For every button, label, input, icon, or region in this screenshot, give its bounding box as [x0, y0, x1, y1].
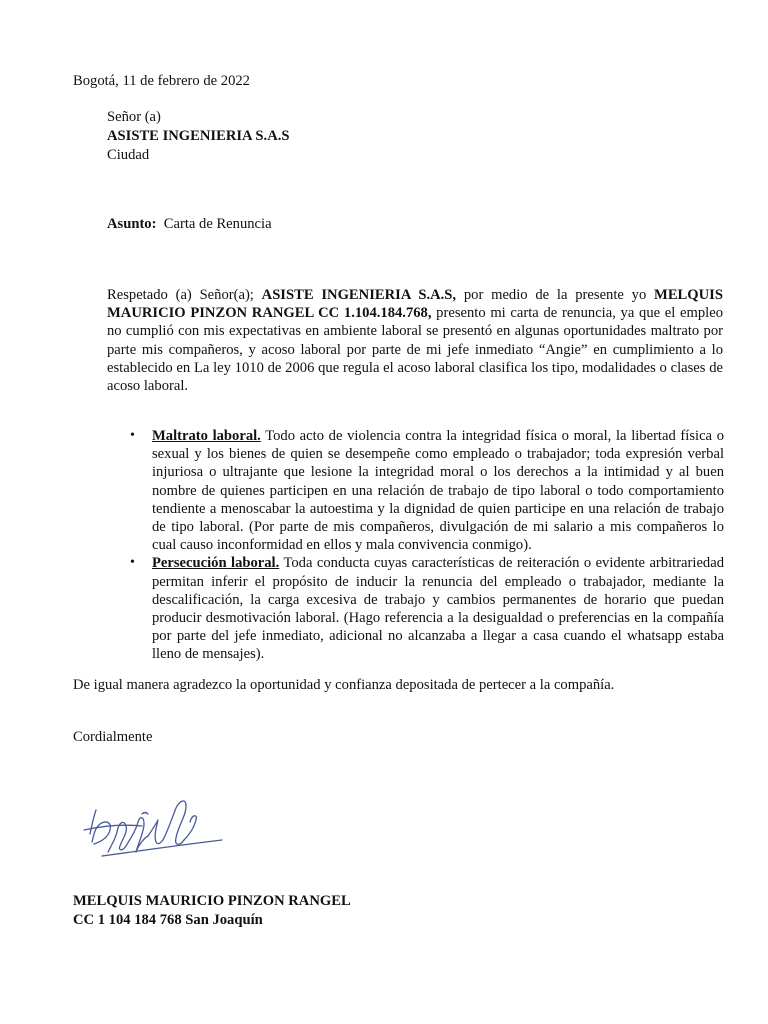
list-item — [130, 554, 724, 663]
item-term: Persecución laboral. — [152, 555, 280, 572]
thanks-line: De igual manera agradezco la oportunidad y confianza depositada de pertecer a la compañía. — [73, 677, 615, 693]
recipient-company: ASISTE INGENIERIA S.A.S — [107, 128, 290, 144]
recipient-block — [107, 108, 290, 165]
subject-label: Asunto: — [107, 216, 157, 232]
closing: Cordialmente — [73, 729, 153, 745]
intro-name: MELQUIS MAURICIO PINZON RANGEL CC 1.104.184.768, — [107, 287, 723, 322]
intro-part3: presento mi carta de renuncia, ya que el empleo no cumplió con mis expectativas en ambiente laboral se presentó en algunas oportunidades maltrato por parte mis compañeros, y acoso laboral por parte de mi jefe inmediato “Angie” en cumplimiento a lo establecido en La ley 1010 de 2006 que regula el acoso laboral clasifica los tipo, modalidades o clases de acoso laboral. — [107, 305, 723, 395]
item-text: Toda conducta cuyas características de reiteración o evidente arbitrariedad permitan inferir el propósito de inducir la renuncia del empleado o trabajador, mediante la descalificación, la carga excesiva de trabajo y cambios permanentes de horario que puedan producir desmotivación laboral. (Hago referencia a la desigualdad o preferencias en la compañía por parte del jefe inmediato, adicional no alcanzaba a llegar a casa cuando el whatsapp estaba lleno de mensajes). — [152, 555, 724, 663]
date-line: Bogotá, 11 de febrero de 2022 — [73, 73, 250, 89]
bullet-icon: • — [130, 428, 135, 443]
item-term: Maltrato laboral. — [152, 428, 261, 444]
harassment-types-list — [130, 427, 724, 664]
subject-line — [107, 215, 272, 233]
subject-text: Carta de Renuncia — [163, 216, 272, 232]
handwritten-signature — [82, 794, 232, 866]
intro-part1: Respetado (a) Señor(a); — [107, 287, 262, 303]
signer-id: CC 1 104 184 768 San Joaquín — [73, 912, 263, 928]
signer-name: MELQUIS MAURICIO PINZON RANGEL — [73, 893, 351, 909]
bullet-icon: • — [130, 555, 135, 571]
item-text: Todo acto de violencia contra la integridad física o moral, la libertad física o sexual y los bienes de quien se desempeñe como empleado o trabajador; toda expresión verbal injuriosa o ultrajante que lesione la integridad moral o los derechos a la intimidad y al buen nombre de quienes participen en una relación de trabajo de tipo laboral o todo comportamiento tendiente a menoscabar la autoestima y la dignidad de quien participe en una relación de trabajo de tipo laboral. (Por parte de mis compañeros, divulgación de mi salario a mis compañeros lo cual causo inconformidad en ellos y mala convivencia conmigo). — [152, 428, 724, 554]
recipient-city: Ciudad — [107, 147, 150, 163]
intro-paragraph — [107, 286, 723, 395]
intro-part2: por medio de la presente yo — [456, 287, 655, 303]
intro-company: ASISTE INGENIERIA S.A.S, — [261, 287, 457, 303]
list-item — [130, 427, 724, 554]
recipient-salutation: Señor (a) — [107, 109, 161, 125]
